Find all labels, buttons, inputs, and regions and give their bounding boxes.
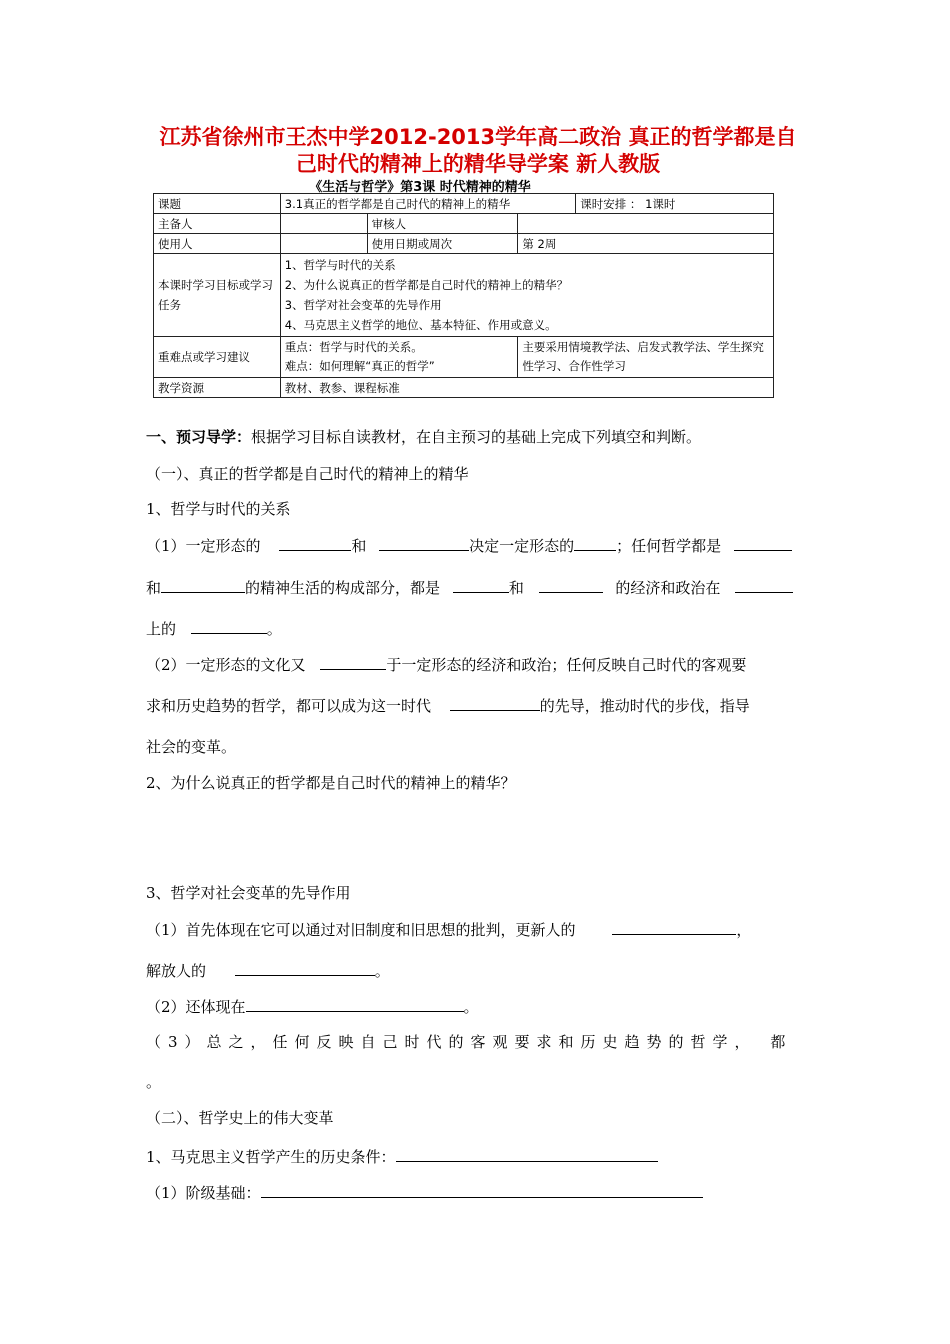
hours-label: 课时安排 ： 1课时	[576, 194, 774, 214]
text-fragment: ，	[736, 921, 752, 939]
fill-line: 。	[146, 1073, 162, 1091]
blank-field[interactable]	[574, 534, 616, 551]
key-points	[280, 337, 518, 378]
objective-item: 2、为什么说真正的哲学都是自己时代的精神上的精华？	[284, 278, 569, 292]
text-fragment: 。	[463, 998, 479, 1016]
objective-item: 3、哲学对社会变革的先导作用	[284, 298, 442, 312]
fill-line	[146, 617, 282, 639]
table-row	[154, 378, 774, 398]
blank-field[interactable]	[246, 995, 464, 1012]
date-label: 使用日期或周次	[367, 234, 518, 254]
objective-item: 1、哲学与时代的关系	[284, 258, 396, 272]
section-heading: 一、预习导学：	[146, 428, 252, 446]
text-fragment: 1、马克思主义哲学产生的历史条件：	[146, 1148, 396, 1166]
text-fragment: 解放人的	[146, 962, 207, 980]
blank-field[interactable]	[261, 1181, 703, 1198]
text-fragment: 和	[146, 579, 162, 597]
section-preview	[146, 426, 701, 447]
objective-item: 4、马克思主义哲学的地位、基本特征、作用或意义。	[284, 318, 557, 332]
text-fragment: 决定一定形态的	[469, 537, 575, 555]
reviewer-value	[518, 214, 774, 234]
fill-line	[146, 959, 390, 981]
fill-line	[146, 653, 746, 675]
text-fragment: 于一定形态的经济和政治；任何反映自己时代的客观要	[386, 656, 747, 674]
question-heading: 1、哲学与时代的关系	[146, 500, 291, 518]
text-fragment: （1）首先体现在它可以通过对旧制度和旧思想的批判，更新人的	[146, 921, 576, 939]
preparer-value	[280, 214, 367, 234]
week-value: 第 2周	[518, 234, 774, 254]
text-fragment: （3）总之，任何反映自己时代的客观要求和历史趋势的哲学，	[146, 1033, 757, 1051]
section-text: 根据学习目标自读教材，在自主预习的基础上完成下列填空和判断。	[251, 428, 702, 446]
blank-field[interactable]	[191, 617, 267, 634]
table-row	[154, 337, 774, 378]
fill-line	[146, 918, 751, 940]
text-fragment: （2）一定形态的文化又	[146, 656, 306, 674]
blank-field[interactable]	[396, 1145, 658, 1162]
fill-line	[146, 534, 792, 556]
teaching-methods: 主要采用情境教学法、启发式教学法、学生探究性学习、合作性学习	[518, 337, 774, 378]
table-row	[154, 254, 774, 337]
question-heading: 2、为什么说真正的哲学都是自己时代的精神上的精华？	[146, 774, 516, 792]
blank-field[interactable]	[453, 576, 509, 593]
question-heading: 3、哲学对社会变革的先导作用	[146, 884, 351, 902]
fill-line	[146, 694, 750, 716]
preparer-label: 主备人	[154, 214, 281, 234]
resources-label: 教学资源	[154, 378, 281, 398]
table-row	[154, 234, 774, 254]
fill-line	[146, 995, 479, 1017]
lesson-plan-table	[153, 193, 774, 398]
table-row	[154, 194, 774, 214]
text-fragment: 求和历史趋势的哲学，都可以成为这一时代	[146, 697, 432, 715]
text-fragment: 的先导，推动时代的步伐，指导	[539, 697, 750, 715]
fill-line	[146, 1031, 792, 1052]
text-fragment: 都	[770, 1033, 793, 1051]
key-point: 重点：哲学与时代的关系。	[284, 340, 423, 354]
fill-line	[146, 576, 793, 598]
resources-value: 教材、教参、课程标准	[280, 378, 773, 398]
blank-field[interactable]	[235, 959, 375, 976]
document-title-line2: 己时代的精神上的精华导学案 新人教版	[295, 152, 661, 176]
blank-field[interactable]	[734, 534, 792, 551]
text-fragment: 上的	[146, 620, 177, 638]
user-value	[280, 234, 367, 254]
text-fragment: 。	[374, 962, 390, 980]
fill-line: 社会的变革。	[146, 738, 237, 756]
blank-field[interactable]	[539, 576, 603, 593]
text-fragment: 的精神生活的构成部分，都是	[245, 579, 441, 597]
objectives-label: 本课时学习目标或学习任务	[154, 254, 281, 337]
topic-value: 3.1真正的哲学都是自己时代的精神上的精华	[280, 194, 575, 214]
text-fragment: 和	[508, 579, 524, 597]
blank-field[interactable]	[161, 576, 245, 593]
text-fragment: 的经济和政治在	[615, 579, 721, 597]
text-fragment: （1）一定形态的	[146, 537, 261, 555]
blank-field[interactable]	[735, 576, 793, 593]
reviewer-label: 审核人	[367, 214, 518, 234]
hard-point: 难点：如何理解“真正的哲学”	[284, 359, 435, 373]
text-fragment: （2）还体现在	[146, 998, 246, 1016]
text-fragment: （1）阶级基础：	[146, 1184, 261, 1202]
table-row	[154, 214, 774, 234]
document-title-line1: 江苏省徐州市王杰中学2012-2013学年高二政治 真正的哲学都是自	[159, 125, 797, 149]
subsection-heading: （二）、哲学史上的伟大变革	[146, 1109, 334, 1127]
table-heading: 《生活与哲学》第3课 时代精神的精华	[309, 180, 531, 195]
objectives-list	[280, 254, 773, 337]
fill-line	[146, 1181, 703, 1203]
blank-field[interactable]	[450, 694, 540, 711]
text-fragment: ；任何哲学都是	[616, 537, 722, 555]
blank-field[interactable]	[379, 534, 469, 551]
text-fragment: 和	[351, 537, 367, 555]
subsection-heading: （一）、真正的哲学都是自己时代的精神上的精华	[146, 465, 469, 483]
difficulty-label: 重难点或学习建议	[154, 337, 281, 378]
fill-line	[146, 1145, 658, 1167]
blank-field[interactable]	[279, 534, 351, 551]
topic-label: 课题	[154, 194, 281, 214]
text-fragment: 。	[266, 620, 282, 638]
user-label: 使用人	[154, 234, 281, 254]
blank-field[interactable]	[612, 918, 736, 935]
blank-field[interactable]	[320, 653, 386, 670]
